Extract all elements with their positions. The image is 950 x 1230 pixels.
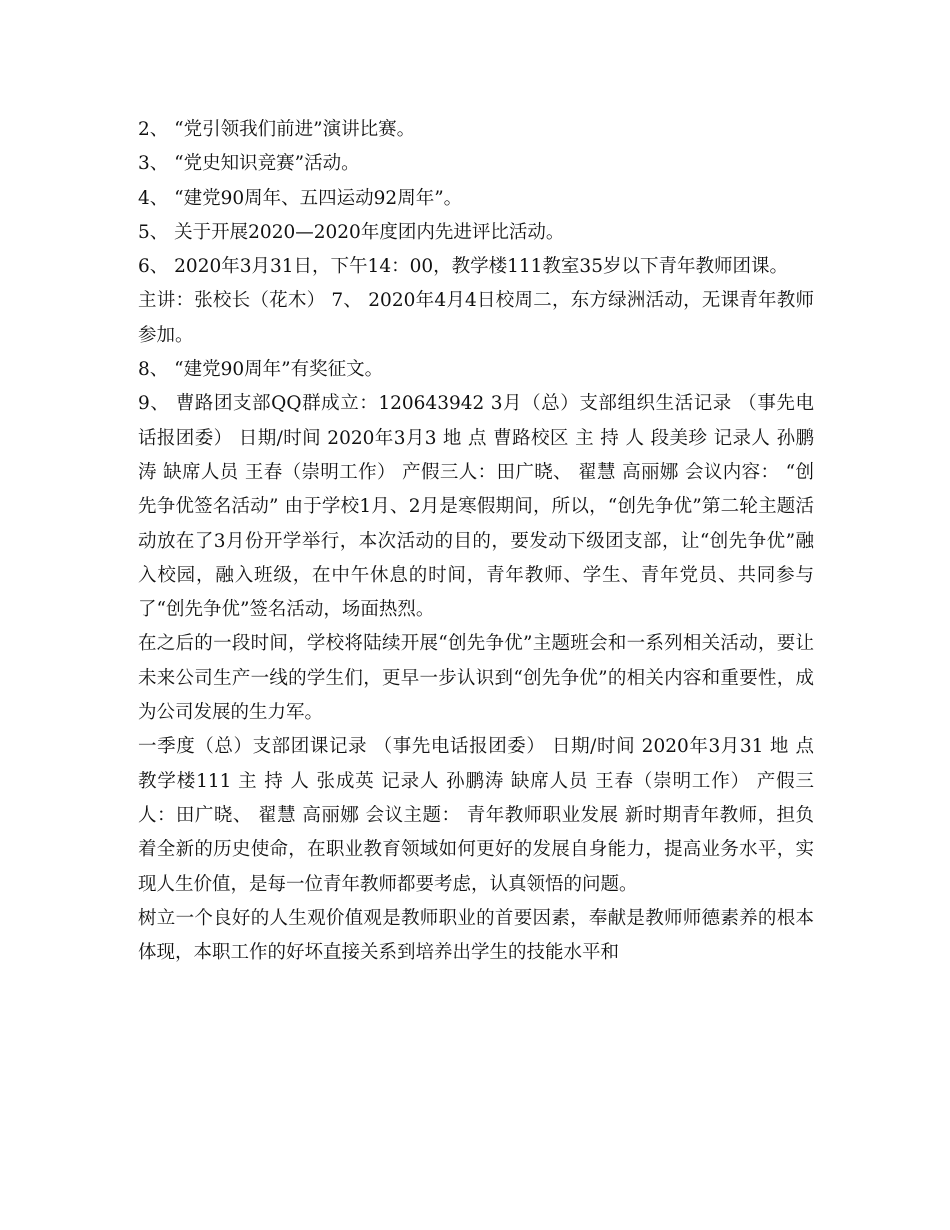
paragraph-item-3: 3、 “党史知识竞赛”活动。: [138, 153, 360, 175]
paragraph-speaker-and-item-7: 主讲：张校长（花木） 7、 2020年4月4日校周二，东方绿洲活动，无课青年教师参加。: [138, 290, 814, 346]
paragraph-q1-lecture-record: 一季度（总）支部团课记录 （事先电话报团委） 日期/时间 2020年3月31 地 点 教学楼111 主 持 人 张成英 记录人 孙鹏涛 缺席人员 王春（崇明工作） 产假三人：田广晓、 翟慧 高丽娜 会议主题： 青年教师职业发展 新时期青年教师，担负着全新的历史使命，在职业教育领域如何更好的发展自身能力，提高业务水平，实现人生价值，是每一位青年教师都要考虑，认真领悟的问题。: [138, 736, 814, 895]
document-body: [138, 113, 814, 970]
paragraph-item-2: 2、 “党引领我们前进”演讲比赛。: [138, 119, 416, 140]
paragraph-follow-up-activities: 在之后的一段时间，学校将陆续开展“创先争优”主题班会和一系列相关活动，要让未来公司生产一线的学生们，更早一步认识到“创先争优”的相关内容和重要性，成为公司发展的生力军。: [138, 633, 814, 724]
paragraph-item-9-meeting-record: 9、 曹路团支部QQ群成立：120643942 3月（总）支部组织生活记录 （事先电话报团委） 日期/时间 2020年3月3 地 点 曹路校区 主 持 人 段美珍 记录人 孙鹏涛 缺席人员 王春（崇明工作） 产假三人：田广晓、 翟慧 高丽娜 会议内容： “创先争优签名活动” 由于学校1月、2月是寒假期间，所以，“创先争优”第二轮主题活动放在了3月份开学举行，本次活动的目的，要发动下级团支部，让“创先争优”融入校园，融入班级，在中午休息的时间，青年教师、学生、青年党员、共同参与了“创先争优”签名活动，场面热烈。: [138, 393, 814, 621]
paragraph-values-and-ethics: 树立一个良好的人生观价值观是教师职业的首要因素，奉献是教师师德素养的根本体现，本职工作的好坏直接关系到培养出学生的技能水平和: [138, 907, 814, 964]
paragraph-item-6: 6、 2020年3月31日，下午14：00，教学楼111教室35岁以下青年教师团课。: [138, 256, 788, 278]
paragraph-item-8: 8、 “建党90周年”有奖征文。: [138, 359, 384, 381]
paragraph-item-4: 4、 “建党90周年、五四运动92周年”。: [138, 187, 463, 209]
paragraph-item-5: 5、 关于开展2020—2020年度团内先进评比活动。: [138, 221, 565, 243]
